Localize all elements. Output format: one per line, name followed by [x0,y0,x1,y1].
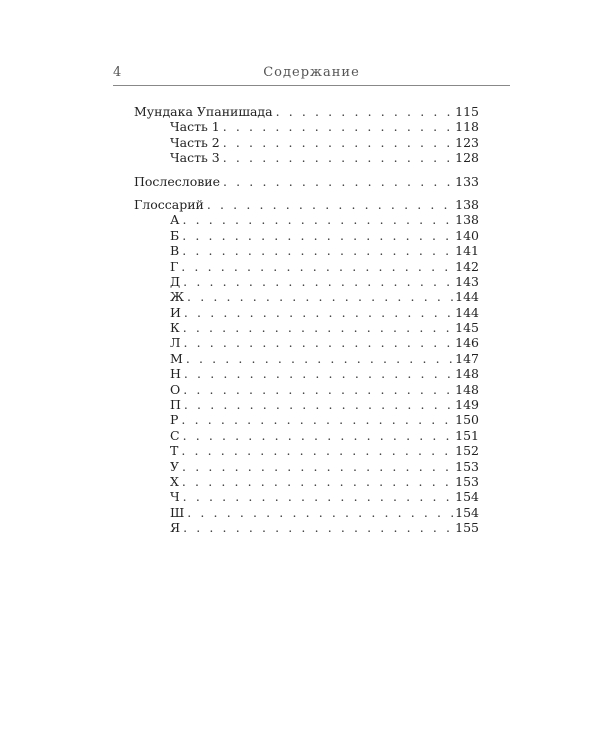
toc-entry-page: 115 [455,104,479,119]
toc-entry-label: С [170,427,180,443]
toc-entry-label: Часть 3 [170,150,220,166]
toc-entry [134,505,479,520]
toc-entry-page: 138 [455,196,479,212]
toc-entry-label: А [170,212,180,228]
toc-entry-page: 128 [455,150,479,166]
toc-entry-label: Мундака Упанишада [134,104,273,119]
dot-leader [183,489,453,504]
toc-entry [134,135,479,150]
toc-entry-page: 138 [455,212,479,228]
toc-entry [134,520,479,535]
toc-entry [134,259,479,274]
toc-entry-page: 147 [455,350,479,366]
dot-leader [183,335,453,350]
toc-entry-page: 133 [455,173,479,189]
dot-leader [223,119,453,134]
toc-entry-label: Х [170,473,179,489]
toc-entry [134,274,479,289]
dot-leader [183,320,453,335]
toc-entry-label: Я [170,520,181,536]
toc-entry-page: 146 [455,335,479,351]
header-title: Содержание [263,65,360,80]
dot-leader [183,428,454,443]
toc-entry-page: 118 [455,119,479,135]
toc-entry-label: Часть 1 [170,119,220,135]
dot-leader [183,274,453,289]
page-number: 4 [113,65,122,80]
toc-entry [134,320,479,335]
dot-leader [223,174,453,189]
toc-entry [134,397,479,412]
dot-leader [182,212,453,227]
toc-entry-page: 152 [455,443,479,459]
toc-entry-label: К [170,320,180,336]
toc-entry [134,335,479,350]
toc-entry-page: 144 [455,289,479,305]
toc-entry-page: 145 [455,320,479,336]
toc-entry-label: Ч [170,489,180,505]
toc-entry-page: 149 [455,397,479,413]
toc-entry-label: Ж [170,289,185,305]
dot-leader [186,351,453,366]
toc-entry-page: 144 [455,304,479,320]
dot-leader [182,243,453,258]
toc-entry [134,305,479,320]
toc-entry [134,428,479,443]
toc-entry-label: Часть 2 [170,134,220,150]
toc-entry-page: 154 [455,489,479,505]
toc-entry [134,351,479,366]
dot-leader [181,412,453,427]
dot-leader [183,382,453,397]
dot-leader [182,459,453,474]
dot-leader [182,228,453,243]
toc-entry-label: Т [170,443,179,459]
toc-entry [134,459,479,474]
toc-entry-page: 148 [455,366,479,382]
dot-leader [187,505,453,520]
toc-entry [134,474,479,489]
toc-entry-label: О [170,381,181,397]
table-of-contents [134,104,479,536]
toc-entry-page: 142 [455,258,479,274]
toc-entry [134,366,479,381]
dot-leader [181,259,453,274]
toc-entry [134,119,479,134]
toc-entry-label: Г [170,258,179,274]
toc-entry [134,382,479,397]
dot-leader [223,135,453,150]
toc-entry-page: 143 [455,273,479,289]
dot-leader [223,150,453,165]
toc-entry-label: Р [170,412,179,428]
toc-entry-page: 153 [455,473,479,489]
toc-entry [134,150,479,165]
toc-entry-page: 151 [455,427,479,443]
toc-entry-label: В [170,243,180,259]
dot-leader [182,474,453,489]
toc-entry-label: Н [170,366,181,382]
toc-entry-label: У [170,458,180,474]
toc-entry-label: Глоссарий [134,196,204,212]
toc-entry [134,104,479,119]
toc-entry-page: 154 [455,504,479,520]
toc-entry [134,443,479,458]
dot-leader [207,197,453,212]
toc-entry [134,212,479,227]
toc-entry [134,289,479,304]
toc-entry-label: П [170,397,181,413]
toc-entry-page: 148 [455,381,479,397]
toc-entry-page: 140 [455,227,479,243]
dot-leader [184,305,453,320]
toc-entry-page: 150 [455,412,479,428]
toc-entry-label: И [170,304,181,320]
toc-entry-page: 155 [455,520,479,536]
toc-entry [134,174,479,189]
dot-leader [187,289,453,304]
running-head [113,65,510,86]
toc-entry-label: Послесловие [134,173,220,189]
dot-leader [276,104,454,119]
toc-entry-label: М [170,350,183,366]
toc-entry-page: 123 [455,134,479,150]
toc-entry-label: Л [170,335,181,351]
toc-entry-label: Ш [170,504,185,520]
dot-leader [184,366,453,381]
toc-entry [134,412,479,427]
toc-entry-page: 141 [455,243,479,259]
toc-entry [134,197,479,212]
toc-entry-page: 153 [455,458,479,474]
dot-leader [184,397,453,412]
toc-entry [134,228,479,243]
toc-entry [134,243,479,258]
dot-leader [183,520,453,535]
dot-leader [181,443,453,458]
toc-entry-label: Б [170,227,180,243]
toc-entry [134,489,479,504]
toc-entry-label: Д [170,273,181,289]
